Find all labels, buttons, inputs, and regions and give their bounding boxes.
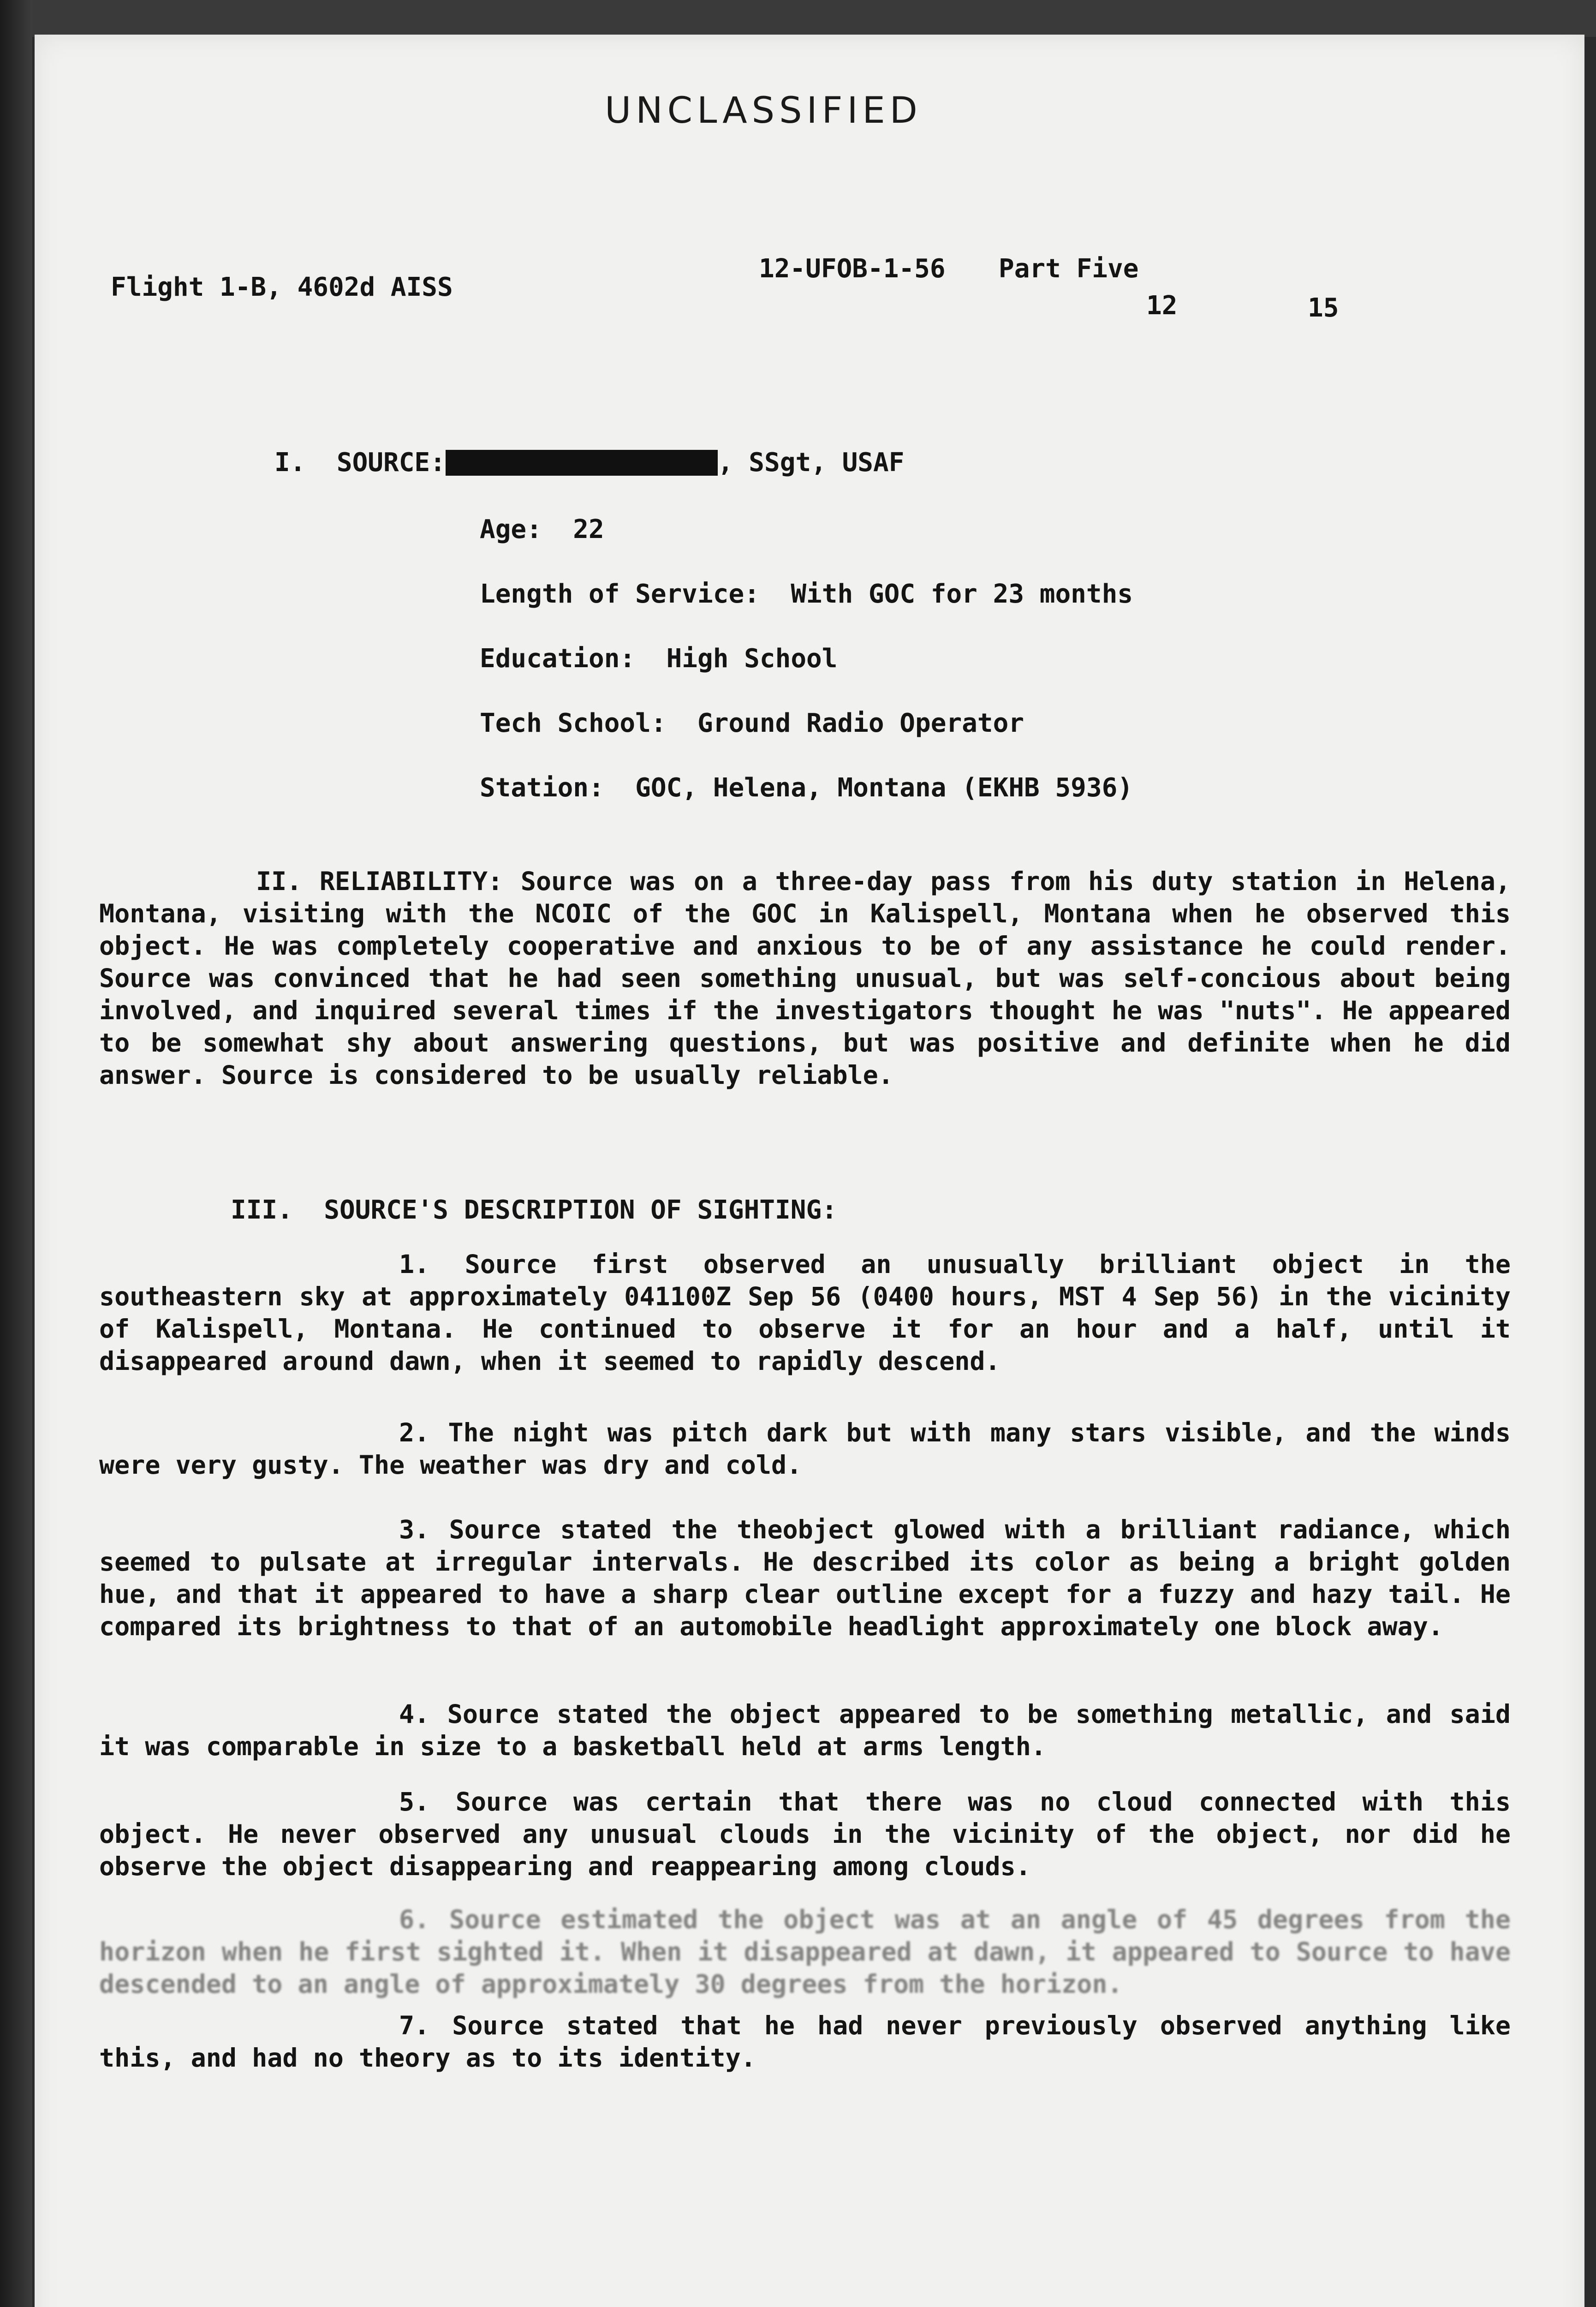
scan-left-border	[0, 0, 32, 2307]
description-item-6	[99, 1903, 1511, 2000]
item-text: Source first observed an unusually brilliant object in the southeastern sky at approximately 041100Z Sep 56 (0400 hours, MST 4 Sep 56) in the vicinity of Kalispell, Montana. He continued to observe it for an hour and a half, until it disappeared around dawn, when it seemed to rapidly descend.	[99, 1249, 1511, 1376]
description-heading: III. SOURCE'S DESCRIPTION OF SIGHTING:	[231, 1195, 837, 1225]
service-value: With GOC for 23 months	[791, 579, 1133, 609]
scan-top-border	[0, 0, 1596, 37]
document-page	[35, 35, 1584, 2307]
unit-designation: Flight 1-B, 4602d AISS	[111, 272, 453, 302]
source-heading-line	[274, 450, 904, 476]
item-text: The night was pitch dark but with many stars visible, and the winds were very gusty. The weather was dry and cold.	[99, 1418, 1511, 1480]
item-number: 1.	[399, 1249, 430, 1279]
service-row	[480, 581, 1133, 607]
item-number: 3.	[399, 1515, 430, 1544]
item-number: 4.	[399, 1699, 430, 1729]
age-label: Age:	[480, 514, 542, 544]
item-text: Source stated that he had never previously observed anything like this, and had no theory as to its identity.	[99, 2011, 1511, 2073]
page-number-left: 12	[1146, 291, 1178, 321]
description-item-2	[99, 1416, 1511, 1481]
reliability-text: Source was on a three-day pass from his duty station in Helena, Montana, visiting with the NCOIC of the GOC in Kalispell, Montana when he observed this object. He was completely cooperative and anxious to be of any assistance he could render. Source was convinced that he had seen something unusual, but was self-concious about being involved, and inquired several times if the investigators thought he was "nuts". He appeared to be somewhat shy about answering questions, but was positive and definite when he did answer. Source is considered to be usually reliable.	[99, 867, 1511, 1090]
station-value: GOC, Helena, Montana (EKHB 5936)	[635, 773, 1133, 803]
tech-value: Ground Radio Operator	[697, 708, 1024, 738]
reliability-paragraph	[99, 865, 1511, 1091]
education-value: High School	[666, 644, 838, 674]
reliability-heading: II. RELIABILITY:	[256, 867, 503, 896]
station-label: Station:	[480, 773, 604, 803]
report-part: Part Five	[999, 254, 1139, 284]
description-item-4	[99, 1698, 1511, 1763]
station-row	[480, 775, 1133, 801]
education-row	[480, 646, 837, 672]
description-item-1	[99, 1248, 1511, 1377]
age-row	[480, 514, 604, 544]
item-number: 6.	[399, 1905, 430, 1934]
tech-school-row	[480, 708, 1024, 738]
redacted-name-block	[446, 450, 718, 476]
item-number: 2.	[399, 1418, 430, 1447]
item-text: Source stated the theobject glowed with a brilliant radiance, which seemed to pulsate at irregular intervals. He described its color as being a bright golden hue, and that it appeared to have a sharp clear outline except for a fuzzy and hazy tail. He compared its brightness to that of an automobile headlight approximately one block away.	[99, 1515, 1511, 1641]
source-heading: I. SOURCE:	[274, 448, 446, 478]
description-item-7	[99, 2009, 1511, 2074]
item-number: 7.	[399, 2011, 430, 2040]
description-item-3	[99, 1513, 1511, 1643]
item-number: 5.	[399, 1787, 430, 1817]
item-text: Source estimated the object was at an angle of 45 degrees from the horizon when he first sighted it. When it disappeared at dawn, it appeared to Source to have descended to an angle of approximately 30 degrees from the horizon.	[99, 1905, 1511, 1999]
service-label: Length of Service:	[480, 579, 760, 609]
page-number-right: 15	[1308, 293, 1339, 323]
classification-stamp-top: UNCLASSIFIED	[605, 90, 922, 131]
education-label: Education:	[480, 644, 636, 674]
report-number: 12-UFOB-1-56	[759, 254, 946, 284]
item-text: Source was certain that there was no cloud connected with this object. He never observed any unusual clouds in the vicinity of the object, nor did he observe the object disappearing and reappearing among clouds.	[99, 1787, 1511, 1881]
age-value: 22	[573, 514, 604, 544]
description-item-5	[99, 1786, 1511, 1883]
source-rank: , SSgt, USAF	[717, 448, 905, 478]
tech-label: Tech School:	[480, 708, 667, 738]
item-text: Source stated the object appeared to be something metallic, and said it was comparable in size to a basketball held at arms length.	[99, 1699, 1511, 1761]
